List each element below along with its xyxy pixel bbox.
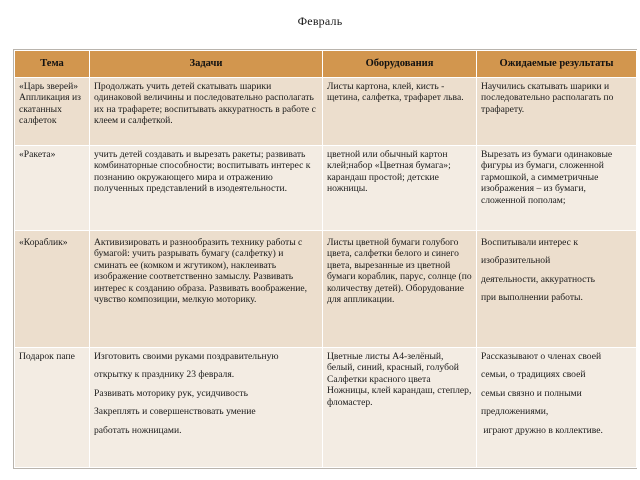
cell-tasks: учить детей создавать и вырезать ракеты; развивать комбинаторные способности; воспитывать интерес к познанию окружающего мира и отражению полученных представлений в изодеятельности. [90, 146, 323, 231]
results-line: семьи связно и полными [481, 387, 582, 399]
header-results: Ожидаемые результаты [477, 51, 637, 78]
cell-equipment: цветной или обычный картон клей;набор «Цветная бумага»; карандаш простой; детские ножницы. [323, 146, 477, 231]
tasks-line: Изготовить своими руками поздравительную [94, 351, 279, 362]
results-line: Рассказывают о членах своей [481, 351, 602, 362]
header-topic: Тема [15, 51, 90, 78]
tasks-line: Развивать моторику рук, усидчивость [94, 387, 248, 399]
equipment-line: Ножницы, клей карандаш, степлер, фломастер. [327, 385, 472, 408]
results-line: играют дружно в коллективе. [481, 424, 603, 436]
tasks-line: работать ножницами. [94, 424, 182, 436]
table-row [15, 146, 637, 231]
table-row [15, 78, 637, 146]
cell-topic: «Царь зверей» Аппликация из скатанных салфеток [15, 78, 90, 146]
cell-topic: «Кораблик» [15, 231, 90, 348]
results-line: при выполнении работы. [481, 292, 583, 304]
cell-tasks: Активизировать и разнообразить технику работы с бумагой: учить разрывать бумагу (салфетку) и сминать ее (комком и жгутиком), наклеивать изображение соответственно замыслу. Развивать интерес к созданию образа. Развивать воображение, чувство композиции, мелкую моторику. [90, 231, 323, 348]
cell-tasks: Продолжать учить детей скатывать шарики одинаковой величины и последовательно располагать их на трафарете; воспитывать аккуратность в работе с клеем и салфеткой. [90, 78, 323, 146]
header-equipment: Оборудования [323, 51, 477, 78]
cell-topic: «Ракета» [15, 146, 90, 231]
equipment-line: Цветные листы А4-зелёный, белый, синий, красный, голубой [327, 351, 459, 374]
results-line: предложениями, [481, 406, 549, 418]
table-row [15, 231, 637, 348]
cell-results [477, 348, 637, 468]
results-line: Воспитывали интерес к [481, 237, 578, 248]
results-line: деятельности, аккуратность [481, 273, 595, 285]
cell-topic: Подарок папе [15, 348, 90, 468]
table-row [15, 348, 637, 468]
header-tasks: Задачи [90, 51, 323, 78]
cell-equipment: Листы картона, клей, кисть - щетина, салфетка, трафарет льва. [323, 78, 477, 146]
cell-equipment: Листы цветной бумаги голубого цвета, салфетки белого и синего цвета, вырезанные из цветной бумаги кораблик, парус, солнце (по количеству детей). Оборудование для аппликации. [323, 231, 477, 348]
tasks-line: открытку к празднику 23 февраля. [94, 369, 235, 381]
table-header-row [15, 51, 637, 78]
plan-table [14, 50, 637, 468]
page-title: Февраль [297, 14, 343, 28]
cell-results: Научились скатывать шарики и последовательно располагать по трафарету. [477, 78, 637, 146]
cell-tasks [90, 348, 323, 468]
plan-table-container [13, 49, 637, 469]
results-line: изобразительной [481, 255, 551, 267]
cell-results: Вырезать из бумаги одинаковые фигуры из бумаги, сложенной гармошкой, а симметричные изображения – из бумаги, сложенной пополам; [477, 146, 637, 231]
cell-equipment [323, 348, 477, 468]
tasks-line: Закреплять и совершенствовать умение [94, 406, 256, 418]
cell-results [477, 231, 637, 348]
equipment-line: Салфетки красного цвета [327, 373, 431, 385]
results-line: семьи, о традициях своей [481, 369, 586, 381]
